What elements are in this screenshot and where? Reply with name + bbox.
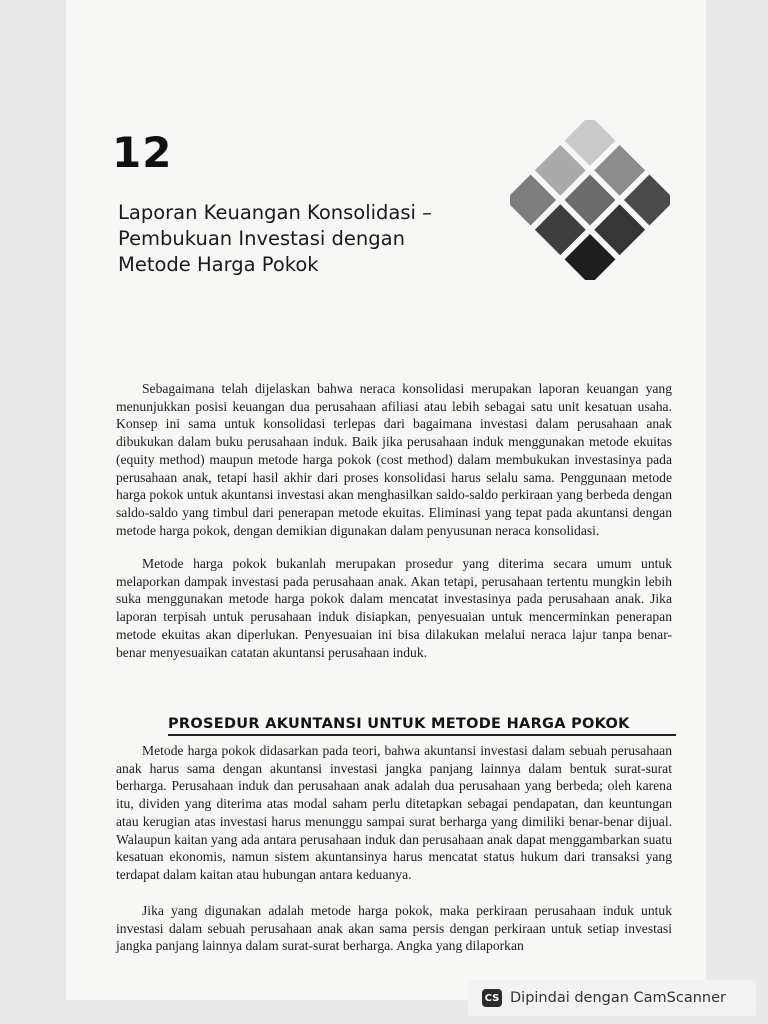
watermark-text: Dipindai dengan CamScanner [510,990,727,1006]
decorative-diamond-grid [510,120,670,280]
chapter-title-line: Metode Harga Pokok [118,253,319,276]
chapter-number: 12 [112,128,173,177]
body-paragraph: Sebagaimana telah dijelaskan bahwa neraca konsolidasi merupakan laporan keuangan yang menunjukkan posisi keuangan dua perusahaan afiliasi atau lebih sebagai satu unit kesatuan usaha. Konsep ini sama untuk konsolidasi terlepas dari bagaimana investasi dalam perusahaan anak dibukukan dalam buku perusahaan induk. Baik jika perusahaan induk menggunakan metode ekuitas (equity method) maupun metode harga pokok (cost method) dalam membukukan investasinya pada perusahaan anak, tetapi hasil akhir dari proses konsolidasi harus selalu sama. Penggunaan metode harga pokok untuk akuntansi investasi akan menghasilkan saldo-saldo perkiraan yang berbeda dengan saldo-saldo yang timbul dari penerapan metode ekuitas. Eliminasi yang tepat pada akuntansi dengan metode harga pokok, dengan demikian digunakan dalam penyusunan neraca konsolidasi. [116,381,672,538]
body-paragraph: Jika yang digunakan adalah metode harga pokok, maka perkiraan perusahaan induk untuk investasi dalam sebuah perusahaan anak akan sama persis dengan perkiraan untuk setiap investasi jangka panjang lainnya dalam surat-surat berharga. Angka yang dilaporkan [116,903,672,954]
chapter-title-line: Laporan Keuangan Konsolidasi – [118,201,432,224]
chapter-title [118,200,488,278]
section-heading: PROSEDUR AKUNTANSI UNTUK METODE HARGA POKOK [168,716,676,736]
body-paragraph: Metode harga pokok bukanlah merupakan prosedur yang diterima secara umum untuk melaporkan dampak investasi pada perusahaan anak. Akan tetapi, perusahaan tertentu mungkin lebih suka menggunakan metode harga pokok dalam mencatat investasinya pada perusahaan anak. Jika laporan terpisah untuk perusahaan induk disiapkan, penyesuaian untuk mencerminkan penerapan metode ekuitas akan diperlukan. Penyesuaian ini bisa dilakukan melalui neraca lajur tanpa benar-benar menyesuaikan catatan akuntansi perusahaan induk. [116,556,672,660]
camscanner-watermark [468,980,756,1016]
chapter-title-line: Pembukuan Investasi dengan [118,227,405,250]
camscanner-icon: CS [482,989,502,1007]
body-paragraph: Metode harga pokok didasarkan pada teori, bahwa akuntansi investasi dalam sebuah perusahaan anak harus sama dengan akuntansi investasi jangka panjang lainnya dalam bentuk surat-surat berharga. Perusahaan induk dan perusahaan anak adalah dua perusahaan yang berbeda; oleh karena itu, dividen yang diterima atas modal saham perlu ditetapkan sebagai pendapatan, dan keuntungan atau kerugian atas investasi harus menunggu sampai surat berharga yang dimiliki benar-benar dijual. Walaupun kaitan yang ada antara perusahaan induk dan perusahaan anak dapat menggambarkan suatu kesatuan ekonomis, namun sistem akuntansinya harus mencatat status hukum dari transaksi yang terdapat dalam kaitan atau hubungan antara keduanya. [116,743,672,882]
